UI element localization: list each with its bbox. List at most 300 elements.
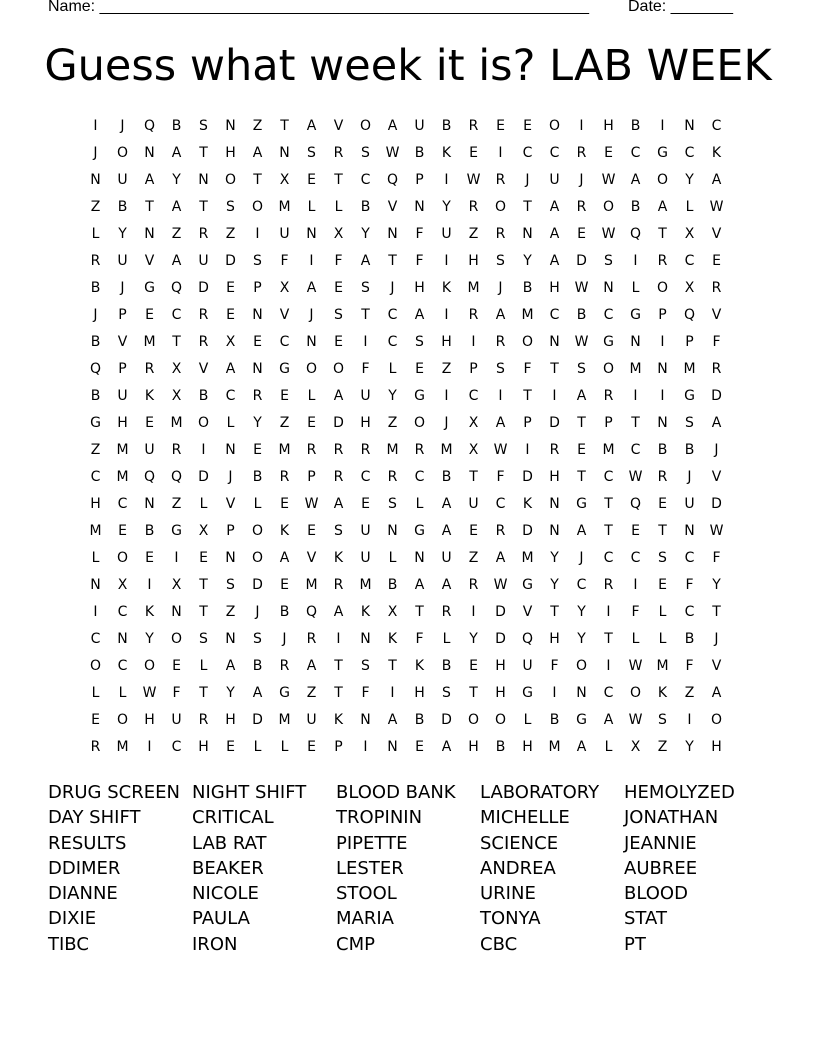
grid-letter: R xyxy=(90,253,101,269)
grid-letter: E xyxy=(469,145,478,161)
grid-letter: P xyxy=(118,307,127,323)
grid-letter: I xyxy=(687,712,692,728)
grid-letter: L xyxy=(631,280,640,296)
word-list-item: DIXIE xyxy=(48,908,97,930)
grid-letter: J xyxy=(579,172,584,188)
grid-letter: N xyxy=(387,739,398,755)
grid-letter: S xyxy=(226,577,235,593)
grid-letter: N xyxy=(225,442,236,458)
grid-letter: N xyxy=(198,172,209,188)
grid-letter: B xyxy=(171,118,182,134)
grid-letter: H xyxy=(198,739,209,755)
grid-letter: C xyxy=(225,388,236,404)
grid-letter: C xyxy=(549,307,560,323)
grid-letter: E xyxy=(226,280,235,296)
grid-letter: H xyxy=(225,145,236,161)
grid-letter: A xyxy=(225,361,236,377)
grid-letter: T xyxy=(631,415,640,431)
grid-letter: C xyxy=(387,307,398,323)
grid-letter: U xyxy=(306,712,317,728)
grid-letter: Y xyxy=(226,685,235,701)
grid-letter: Q xyxy=(629,226,642,242)
grid-letter: T xyxy=(658,523,667,539)
grid-letter: D xyxy=(522,469,533,485)
grid-letter: F xyxy=(415,226,424,242)
grid-letter: A xyxy=(495,307,506,323)
grid-letter: B xyxy=(360,199,371,215)
grid-letter: E xyxy=(280,577,289,593)
grid-letter: R xyxy=(306,631,317,647)
grid-letter: A xyxy=(441,577,452,593)
grid-letter: O xyxy=(710,712,723,728)
grid-letter: C xyxy=(495,496,506,512)
grid-letter: X xyxy=(684,280,695,296)
word-list-item: BLOOD BANK xyxy=(336,782,456,803)
grid-letter: Z xyxy=(468,226,479,242)
grid-letter: U xyxy=(441,226,452,242)
grid-letter: O xyxy=(116,550,129,566)
grid-letter: F xyxy=(712,334,721,350)
grid-letter: U xyxy=(360,523,371,539)
date-field-label: Date: _______ xyxy=(628,0,733,15)
grid-letter: A xyxy=(333,388,344,404)
grid-letter: I xyxy=(660,388,665,404)
grid-letter: N xyxy=(252,307,263,323)
grid-letter: H xyxy=(225,712,236,728)
grid-letter: T xyxy=(388,253,397,269)
grid-letter: Z xyxy=(90,199,101,215)
grid-letter: I xyxy=(552,388,557,404)
grid-letter: E xyxy=(469,658,478,674)
grid-letter: E xyxy=(172,658,181,674)
word-list-item: BEAKER xyxy=(192,857,264,879)
grid-letter: N xyxy=(306,334,317,350)
grid-letter: L xyxy=(658,631,667,647)
grid-letter: J xyxy=(282,631,287,647)
grid-letter: V xyxy=(306,550,317,566)
grid-letter: R xyxy=(198,712,209,728)
grid-letter: T xyxy=(469,469,478,485)
grid-letter: H xyxy=(117,415,128,431)
grid-letter: R xyxy=(306,442,317,458)
grid-letter: F xyxy=(496,469,505,485)
grid-letter: O xyxy=(116,145,129,161)
grid-letter: E xyxy=(307,172,316,188)
grid-letter: K xyxy=(279,523,290,539)
grid-letter: I xyxy=(444,307,449,323)
grid-letter: B xyxy=(144,523,155,539)
grid-letter: A xyxy=(441,739,452,755)
grid-letter: I xyxy=(174,550,179,566)
grid-letter: X xyxy=(279,280,290,296)
grid-letter: N xyxy=(657,361,668,377)
grid-letter: R xyxy=(198,307,209,323)
grid-letter: F xyxy=(280,253,289,269)
grid-letter: N xyxy=(144,496,155,512)
grid-letter: J xyxy=(309,307,314,323)
grid-letter: Y xyxy=(388,388,397,404)
grid-letter: V xyxy=(711,658,722,674)
grid-letter: N xyxy=(630,334,641,350)
grid-letter: Q xyxy=(89,361,102,377)
name-field-label: Name: _______________________________________________________ xyxy=(48,0,589,15)
grid-letter: M xyxy=(629,361,642,377)
grid-letter: Y xyxy=(469,631,478,647)
grid-letter: P xyxy=(523,415,532,431)
grid-letter: I xyxy=(471,334,476,350)
grid-letter: B xyxy=(441,469,452,485)
grid-letter: X xyxy=(630,739,641,755)
grid-letter: B xyxy=(387,577,398,593)
grid-letter: I xyxy=(93,604,98,620)
grid-letter: I xyxy=(525,442,530,458)
grid-letter: D xyxy=(576,253,587,269)
grid-letter: G xyxy=(576,712,587,728)
grid-letter: Y xyxy=(361,226,370,242)
grid-letter: V xyxy=(711,307,722,323)
grid-letter: C xyxy=(603,685,614,701)
grid-letter: P xyxy=(604,415,613,431)
grid-letter: N xyxy=(414,199,425,215)
grid-letter: T xyxy=(604,523,613,539)
grid-letter: O xyxy=(359,118,372,134)
grid-letter: N xyxy=(225,631,236,647)
grid-letter: M xyxy=(143,334,156,350)
grid-letter: P xyxy=(334,739,343,755)
grid-letter: S xyxy=(361,280,370,296)
grid-letter: F xyxy=(631,604,640,620)
grid-letter: X xyxy=(279,172,290,188)
grid-letter: D xyxy=(225,253,236,269)
grid-letter: E xyxy=(334,334,343,350)
grid-letter: N xyxy=(387,523,398,539)
grid-letter: U xyxy=(198,253,209,269)
grid-letter: S xyxy=(577,361,586,377)
grid-letter: R xyxy=(495,172,506,188)
grid-letter: Z xyxy=(684,685,695,701)
grid-letter: D xyxy=(495,604,506,620)
grid-letter: U xyxy=(522,658,533,674)
grid-letter: J xyxy=(444,415,449,431)
grid-letter: Q xyxy=(170,469,183,485)
grid-letter: T xyxy=(334,172,343,188)
grid-letter: Q xyxy=(143,118,156,134)
word-list-item: CMP xyxy=(336,933,375,955)
grid-letter: N xyxy=(360,631,371,647)
grid-letter: M xyxy=(278,442,291,458)
grid-letter: L xyxy=(91,685,100,701)
grid-letter: R xyxy=(198,226,209,242)
page-title: Guess what week it is? LAB WEEK xyxy=(44,41,772,91)
grid-letter: V xyxy=(225,496,236,512)
grid-letter: M xyxy=(656,658,669,674)
grid-letter: N xyxy=(171,604,182,620)
grid-letter: A xyxy=(576,523,587,539)
grid-letter: M xyxy=(548,739,561,755)
grid-letter: M xyxy=(467,280,480,296)
grid-letter: M xyxy=(170,415,183,431)
grid-letter: I xyxy=(444,388,449,404)
grid-letter: V xyxy=(198,361,209,377)
grid-letter: R xyxy=(144,361,155,377)
word-list-item: LAB RAT xyxy=(192,832,267,854)
grid-letter: H xyxy=(495,658,506,674)
grid-letter: A xyxy=(576,739,587,755)
grid-letter: K xyxy=(441,280,452,296)
grid-letter: B xyxy=(252,469,263,485)
grid-letter: A xyxy=(252,685,263,701)
grid-letter: N xyxy=(387,226,398,242)
grid-letter: I xyxy=(336,631,341,647)
grid-letter: O xyxy=(494,199,507,215)
grid-letter: E xyxy=(226,739,235,755)
grid-letter: O xyxy=(305,361,318,377)
grid-letter: T xyxy=(361,307,370,323)
grid-letter: Q xyxy=(386,172,399,188)
grid-letter: P xyxy=(118,361,127,377)
grid-letter: C xyxy=(171,307,182,323)
grid-letter: R xyxy=(387,469,398,485)
grid-letter: S xyxy=(361,658,370,674)
grid-letter: X xyxy=(333,226,344,242)
grid-letter: Z xyxy=(279,415,290,431)
grid-letter: N xyxy=(252,361,263,377)
grid-letter: L xyxy=(307,388,316,404)
grid-letter: E xyxy=(145,307,154,323)
grid-letter: A xyxy=(387,118,398,134)
grid-letter: N xyxy=(684,118,695,134)
grid-letter: Q xyxy=(170,280,183,296)
word-list-item: SCIENCE xyxy=(480,832,559,854)
grid-letter: M xyxy=(386,442,399,458)
grid-letter: R xyxy=(576,145,587,161)
grid-letter: L xyxy=(523,712,532,728)
grid-letter: C xyxy=(684,253,695,269)
grid-letter: A xyxy=(711,172,722,188)
grid-letter: S xyxy=(334,523,343,539)
grid-letter: I xyxy=(633,253,638,269)
grid-letter: O xyxy=(629,685,642,701)
grid-letter: B xyxy=(684,442,695,458)
word-list-item: DRUG SCREEN xyxy=(48,782,180,803)
grid-letter: Y xyxy=(577,604,586,620)
grid-letter: G xyxy=(684,388,695,404)
word-list-item: NICOLE xyxy=(192,883,259,905)
grid-letter: A xyxy=(279,550,290,566)
word-list xyxy=(48,780,768,957)
grid-letter: V xyxy=(333,118,344,134)
grid-letter: C xyxy=(711,118,722,134)
grid-letter: G xyxy=(522,577,533,593)
grid-letter: E xyxy=(280,496,289,512)
grid-letter: A xyxy=(333,496,344,512)
grid-letter: Y xyxy=(442,199,451,215)
grid-letter: I xyxy=(93,118,98,134)
grid-letter: U xyxy=(360,550,371,566)
grid-letter: B xyxy=(279,604,290,620)
grid-letter: S xyxy=(226,199,235,215)
grid-letter: C xyxy=(684,550,695,566)
grid-letter: H xyxy=(90,496,101,512)
grid-letter: A xyxy=(576,388,587,404)
grid-letter: C xyxy=(360,469,371,485)
grid-letter: W xyxy=(304,496,319,512)
grid-letter: H xyxy=(549,631,560,647)
grid-letter: X xyxy=(171,577,182,593)
grid-letter: R xyxy=(495,523,506,539)
grid-letter: H xyxy=(414,685,425,701)
grid-letter: C xyxy=(549,145,560,161)
grid-letter: E xyxy=(577,226,586,242)
word-list-item: PT xyxy=(624,933,646,955)
grid-letter: B xyxy=(90,388,101,404)
grid-letter: T xyxy=(577,415,586,431)
word-list-item: ANDREA xyxy=(480,857,556,879)
grid-letter: I xyxy=(390,685,395,701)
word-list-item: TIBC xyxy=(48,933,89,955)
grid-letter: G xyxy=(279,361,290,377)
grid-letter: R xyxy=(549,442,560,458)
grid-letter: D xyxy=(252,712,263,728)
grid-letter: O xyxy=(116,712,129,728)
grid-letter: E xyxy=(712,253,721,269)
grid-letter: R xyxy=(468,307,479,323)
grid-letter: A xyxy=(549,226,560,242)
grid-letter: I xyxy=(444,172,449,188)
grid-letter: A xyxy=(711,685,722,701)
grid-letter: O xyxy=(143,658,156,674)
grid-letter: U xyxy=(441,550,452,566)
grid-letter: A xyxy=(306,118,317,134)
grid-letter: N xyxy=(225,550,236,566)
grid-letter: R xyxy=(576,199,587,215)
grid-letter: W xyxy=(601,172,616,188)
grid-letter: R xyxy=(711,280,722,296)
grid-letter: L xyxy=(253,496,262,512)
grid-letter: M xyxy=(116,442,129,458)
grid-letter: O xyxy=(251,199,264,215)
grid-letter: Z xyxy=(171,226,182,242)
grid-letter: R xyxy=(333,469,344,485)
grid-letter: Z xyxy=(387,415,398,431)
grid-letter: C xyxy=(684,145,695,161)
grid-letter: O xyxy=(197,415,210,431)
word-list-item: LABORATORY xyxy=(480,782,600,803)
grid-letter: K xyxy=(333,550,344,566)
grid-letter: I xyxy=(444,253,449,269)
grid-letter: H xyxy=(414,280,425,296)
grid-letter: Y xyxy=(550,577,559,593)
grid-letter: H xyxy=(468,739,479,755)
grid-letter: F xyxy=(712,550,721,566)
grid-letter: I xyxy=(498,145,503,161)
grid-letter: S xyxy=(496,253,505,269)
grid-letter: X xyxy=(198,523,209,539)
grid-letter: U xyxy=(414,118,425,134)
grid-letter: H xyxy=(360,415,371,431)
grid-letter: B xyxy=(495,739,506,755)
grid-letter: Y xyxy=(145,631,154,647)
grid-letter: A xyxy=(171,145,182,161)
grid-letter: O xyxy=(224,172,237,188)
grid-letter: H xyxy=(549,280,560,296)
grid-letter: J xyxy=(525,172,530,188)
grid-letter: L xyxy=(631,631,640,647)
grid-letter: E xyxy=(145,415,154,431)
grid-letter: Y xyxy=(577,631,586,647)
grid-letter: K xyxy=(144,388,155,404)
grid-letter: R xyxy=(657,253,668,269)
grid-letter: Y xyxy=(550,550,559,566)
grid-letter: A xyxy=(144,172,155,188)
grid-letter: A xyxy=(225,658,236,674)
grid-letter: Z xyxy=(90,442,101,458)
grid-letter: B xyxy=(198,388,209,404)
grid-letter: X xyxy=(225,334,236,350)
grid-letter: V xyxy=(117,334,128,350)
grid-letter: R xyxy=(468,577,479,593)
grid-letter: R xyxy=(441,604,452,620)
grid-letter: R xyxy=(360,442,371,458)
grid-letter: C xyxy=(117,604,128,620)
grid-letter: F xyxy=(415,253,424,269)
grid-letter: N xyxy=(414,550,425,566)
grid-letter: U xyxy=(549,172,560,188)
grid-letter: E xyxy=(415,361,424,377)
grid-letter: S xyxy=(361,145,370,161)
grid-letter: S xyxy=(442,685,451,701)
word-list-item: LESTER xyxy=(336,857,404,879)
grid-letter: R xyxy=(711,361,722,377)
grid-letter: H xyxy=(468,253,479,269)
grid-letter: L xyxy=(334,199,343,215)
grid-letter: R xyxy=(279,658,290,674)
grid-letter: Z xyxy=(306,685,317,701)
grid-letter: L xyxy=(307,199,316,215)
grid-letter: A xyxy=(441,496,452,512)
grid-letter: T xyxy=(199,604,208,620)
grid-letter: D xyxy=(549,415,560,431)
grid-letter: V xyxy=(144,253,155,269)
grid-letter: N xyxy=(279,145,290,161)
word-list-item: DIANNE xyxy=(48,883,118,905)
grid-letter: N xyxy=(225,118,236,134)
grid-letter: N xyxy=(549,334,560,350)
grid-letter: O xyxy=(602,361,615,377)
grid-letter: Y xyxy=(685,172,694,188)
grid-letter: I xyxy=(363,739,368,755)
grid-letter: W xyxy=(493,442,508,458)
grid-letter: R xyxy=(603,577,614,593)
grid-letter: S xyxy=(496,361,505,377)
grid-letter: O xyxy=(170,631,183,647)
grid-letter: M xyxy=(116,739,129,755)
grid-letter: C xyxy=(684,604,695,620)
grid-letter: D xyxy=(441,712,452,728)
word-list-item: NIGHT SHIFT xyxy=(192,782,307,803)
grid-letter: A xyxy=(333,604,344,620)
grid-letter: C xyxy=(630,145,641,161)
grid-letter: L xyxy=(253,739,262,755)
grid-letter: R xyxy=(171,442,182,458)
grid-letter: E xyxy=(307,415,316,431)
grid-letter: C xyxy=(117,658,128,674)
word-list-item: MARIA xyxy=(336,908,394,930)
grid-letter: A xyxy=(441,523,452,539)
grid-letter: W xyxy=(709,199,724,215)
grid-letter: R xyxy=(252,388,263,404)
grid-letter: F xyxy=(550,658,559,674)
